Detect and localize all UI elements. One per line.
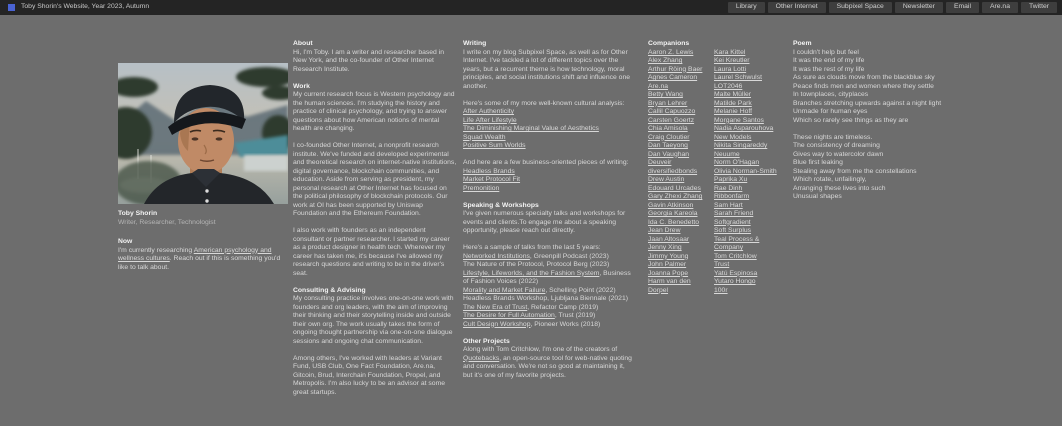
companion-link[interactable]: Carsten Goertz	[648, 116, 695, 124]
companion-link[interactable]: Soft Surplus	[714, 227, 752, 234]
companion-link[interactable]: Trust	[714, 261, 730, 268]
companion-link[interactable]: diversifiedbonds	[648, 167, 698, 175]
poem-line: Peace finds men and women where they settle	[793, 82, 934, 90]
companion-link[interactable]: Kara Kittel	[714, 48, 746, 56]
poem-line: These nights are timeless.	[793, 133, 873, 141]
companion-link[interactable]: Callil Capuozzo	[648, 108, 696, 115]
companion-link[interactable]: Gavin Atkinson	[648, 201, 694, 209]
companion-link[interactable]: Ribbonfarm	[714, 193, 750, 200]
companion-link[interactable]: Nikita Singareddy	[714, 142, 768, 149]
about-heading: About	[293, 40, 313, 47]
writing-link[interactable]: Market Protocol Fit	[463, 176, 521, 183]
companion-link[interactable]: Laura Lotti	[714, 65, 747, 73]
topbar-nav-button[interactable]: Twitter	[1021, 2, 1057, 14]
companion-link[interactable]: Neuume	[714, 150, 740, 158]
other-projects-heading: Other Projects	[463, 337, 510, 345]
talk-venue: , Greenpill Podcast (2023)	[529, 252, 609, 260]
topbar-nav-button[interactable]: Newsletter	[895, 2, 943, 14]
topbar-nav	[728, 2, 1057, 14]
companion-link[interactable]: LOT2046	[714, 82, 743, 90]
companion-link[interactable]: Laurel Schwulst	[714, 74, 762, 81]
companions-heading: Companions	[648, 40, 690, 47]
writing-link[interactable]: Premonition	[463, 184, 500, 192]
topbar-nav-button[interactable]: Other Internet	[768, 2, 826, 14]
companion-link[interactable]: Arthur Röing Baer	[648, 65, 703, 73]
consulting-paragraph: My consulting practice involves one-on-one work with founders and org leaders, with the aim of improving their thinking and their storytelling inside and outside their own org. The work usually takes the form of ongoing thought partnership via one-on-one dialogue sessions and ongoing chat communication.	[293, 295, 454, 345]
work-heading: Work	[293, 82, 310, 90]
work-paragraph: My current research focus is Western psychology and the human sciences. I'm studying the history and practice of clinical psychology, and trying to answer questions about how American notions of mental health are changing.	[293, 91, 455, 132]
companion-link[interactable]: Bryan Lehrer	[648, 99, 688, 107]
talk-title: Headless Brands Workshop	[463, 295, 548, 302]
profile-name: Toby Shorin	[118, 210, 158, 217]
consulting-paragraph: Among others, I've worked with leaders at Variant Fund, USB Club, One Fact Foundation, Are.na, Gitcoin, Brud, Interchain Foundation, Propel, and Metropolis. I'm also lucky to be an advisor at some great startups.	[293, 354, 446, 396]
companion-link[interactable]: Nadia Asparouhova	[714, 125, 774, 132]
poem-line: The consistency of dreaming	[793, 142, 880, 149]
talk-title[interactable]: The New Era of Trust	[463, 303, 528, 311]
companion-link[interactable]: Joanna Pope	[648, 269, 689, 277]
companion-link[interactable]: Deuveir	[648, 159, 672, 166]
profile-photo	[118, 63, 288, 204]
business-lead: And here are a few business-oriented pieces of writing:	[463, 159, 629, 166]
companion-link[interactable]: Aaron Z. Lewis	[648, 48, 694, 56]
writing-column	[463, 40, 633, 380]
writing-link[interactable]: Squad Wealth	[463, 133, 506, 141]
topbar-nav-button[interactable]: Library	[728, 2, 765, 14]
talk-title[interactable]: Networked Institutions	[463, 252, 530, 260]
main-content	[0, 15, 1062, 406]
talk-venue: , Ljubljana Biennale (2021)	[547, 295, 628, 302]
companion-link[interactable]: Paprika Xu	[714, 176, 748, 183]
writing-link[interactable]: Life After Lifestyle	[463, 116, 517, 124]
writing-link[interactable]: The Diminishing Marginal Value of Aesthetics	[463, 125, 599, 132]
companion-link[interactable]: Gary Zhexi Zhang	[648, 193, 703, 200]
companion-link[interactable]: Tom Critchlow	[714, 252, 757, 260]
talk-item	[463, 253, 633, 262]
companion-link[interactable]: John Palmer	[648, 261, 687, 268]
companion-link[interactable]: Jenny Xing	[648, 244, 682, 251]
site-title: Toby Shorin's Website, Year 2023, Autumn	[21, 3, 150, 11]
companion-link[interactable]: Dan Taeyong	[648, 142, 688, 149]
work-paragraph: I also work with founders as an independent consultant or partner researcher. I started my career as a product designer in health tech. Wherever my career has taken me, it's because I've allowed my research questions and writing to be in the driver's seat.	[293, 227, 450, 277]
talk-title[interactable]: Lifestyle, Lifeworlds, and the Fashion System	[463, 269, 600, 277]
topbar-nav-button[interactable]: Subpixel Space	[829, 2, 892, 14]
speaking-heading: Speaking & Workshops	[463, 201, 539, 209]
companion-link[interactable]: Are.na	[648, 82, 669, 90]
about-text: Hi, I'm Toby. I am a writer and researcher based in New York, and the co-founder of Other Internet Research Institute.	[293, 48, 445, 73]
talk-title[interactable]: The Desire for Full Automation	[463, 312, 555, 319]
talk-title[interactable]: Morality and Market Failure	[463, 286, 546, 294]
topbar-nav-button[interactable]: Email	[946, 2, 979, 14]
poem-line: Which so rarely see things as they are	[793, 116, 909, 124]
companion-link[interactable]: Malte Müller	[714, 91, 752, 98]
companion-link[interactable]: Jaan Altosaar	[648, 235, 690, 243]
talk-venue: , Trust (2019)	[554, 312, 596, 319]
cultural-links	[463, 108, 633, 151]
inline-link[interactable]: American psychology and wellness cultures	[118, 246, 272, 262]
writing-heading: Writing	[463, 40, 487, 47]
now-text: I'm currently researching American psychology and wellness cultures. Reach out if this is something you'd like to talk about.	[118, 246, 281, 271]
about-column	[293, 40, 458, 406]
talk-title[interactable]: Cult Design Workshop	[463, 320, 531, 328]
business-links	[463, 168, 633, 194]
companion-link[interactable]: Craig Cloutier	[648, 133, 690, 141]
talk-item	[463, 321, 633, 330]
poem-line: Unusual shapes	[793, 193, 842, 200]
talk-item	[463, 312, 633, 321]
companion-link[interactable]: Sam Hart	[714, 201, 743, 209]
companion-link[interactable]: Jimmy Young	[648, 252, 689, 260]
companion-link[interactable]: Melanie Hoff	[714, 108, 753, 115]
site-favicon-icon	[8, 4, 15, 11]
work-paragraphs	[293, 91, 458, 278]
companion-link[interactable]: Alex Zhang	[648, 57, 683, 64]
talk-item	[463, 304, 633, 313]
companion-link[interactable]: New Models	[714, 133, 752, 141]
poem-line: I couldn't help but feel	[793, 48, 859, 56]
companions-list-1	[648, 49, 708, 296]
companion-link[interactable]: Kei Kreutler	[714, 57, 750, 64]
consulting-paragraphs	[293, 295, 458, 397]
talk-item	[463, 261, 633, 270]
talks-lead: Here's a sample of talks from the last 5 years:	[463, 244, 601, 251]
companion-link[interactable]: Jean Drew	[648, 227, 681, 234]
poem-line: In townplaces, cityplaces	[793, 91, 869, 98]
companion-link[interactable]: Yutaro Hongo	[714, 278, 756, 285]
speaking-intro: I've given numerous specialty talks and workshops for events and clients.To engage me about a speaking opportunity, please reach out directly.	[463, 210, 626, 234]
profile-column	[118, 63, 288, 272]
talk-item	[463, 270, 633, 287]
poem-heading: Poem	[793, 40, 812, 47]
talk-venue: , Pioneer Works (2018)	[530, 320, 601, 328]
companion-link[interactable]: Ida C. Benedetto	[648, 218, 700, 226]
portrait-illustration	[118, 63, 288, 204]
writing-link[interactable]: After Authenticity	[463, 108, 515, 115]
poem-stanza-2	[793, 134, 943, 202]
consulting-heading: Consulting & Advising	[293, 286, 366, 294]
cultural-lead: Here's some of my more well-known cultural analysis:	[463, 99, 625, 107]
poem-line: It was the rest of my life	[793, 65, 865, 73]
talk-item	[463, 295, 633, 304]
talk-venue: , Schelling Point (2022)	[545, 286, 616, 294]
companions-list-2	[714, 49, 784, 296]
talk-venue: , Business of Fashion Voices (2022)	[463, 269, 631, 285]
topbar-nav-button[interactable]: Are.na	[982, 2, 1018, 14]
companion-link[interactable]: Morgane Santos	[714, 116, 764, 124]
talk-item	[463, 287, 633, 296]
talk-venue: , Protocol Berg (2023)	[542, 261, 610, 268]
companion-link[interactable]: Teal Process & Company	[714, 235, 760, 251]
companion-link[interactable]: Edouard Urcades	[648, 184, 701, 192]
companion-link[interactable]: Olivia Norman-Smith	[714, 167, 777, 175]
companion-link[interactable]: Dan Vaughan	[648, 150, 690, 158]
poem-line: It was the end of my life	[793, 57, 865, 64]
companion-link[interactable]: Matilde Park	[714, 99, 752, 107]
writing-link[interactable]: Headless Brands	[463, 167, 515, 175]
talk-venue: , Refactor Camp (2019)	[527, 303, 599, 311]
companion-link[interactable]: Norm O'Hagan	[714, 159, 760, 166]
poem-line: Which rotate, unfailingly,	[793, 176, 867, 183]
poem-line: As sure as clouds move from the blackblue sky	[793, 74, 935, 81]
talk-title: The Nature of the Protocol	[463, 261, 543, 268]
companion-link[interactable]: 100r	[714, 286, 728, 294]
companions-lists	[648, 49, 784, 296]
companion-link[interactable]: Georgia Kareola	[648, 210, 698, 217]
companion-link[interactable]: Harm van den Dorpel	[648, 278, 691, 294]
companion-link[interactable]: Yatú Espinosa	[714, 269, 758, 277]
writing-link[interactable]: Positive Sum Worlds	[463, 142, 526, 149]
companion-link[interactable]: Rae Dinh	[714, 184, 743, 192]
poem-line: Stealing away from me the constellations	[793, 167, 917, 175]
poem-line: Arranging these lives into such	[793, 184, 886, 192]
poem-line: Gives way to watercolor dawn	[793, 150, 884, 158]
companion-link[interactable]: Betty Wang	[648, 91, 683, 98]
companion-link[interactable]: Softgradient	[714, 218, 751, 226]
topbar	[0, 0, 1062, 15]
companion-link[interactable]: Chia Amisola	[648, 125, 688, 132]
inline-link[interactable]: Quotebacks	[463, 354, 500, 362]
writing-intro: I write on my blog Subpixel Space, as well as for Other Internet. I've tackled a lot of different topics over the years, but a recurrent theme is how technology, moral principles, and social institutions shift and influence one another.	[463, 48, 631, 90]
now-heading: Now	[118, 238, 133, 245]
poem-line: Blue first leaking	[793, 159, 843, 166]
companion-link[interactable]: Sarah Friend	[714, 210, 754, 217]
profile-role: Writer, Researcher, Technologist	[118, 218, 216, 226]
poem-column	[793, 40, 943, 202]
companion-link[interactable]: Agnes Cameron	[648, 74, 698, 81]
companions-column	[648, 40, 784, 295]
poem-line: Unmade for human eyes	[793, 108, 868, 115]
work-paragraph: I co-founded Other Internet, a nonprofit research institute. We've funded and developed experimental and theoretical research on internet-native institutions, digital governance, blockchain communities, and education. Aside from serving as president, my personal research at Other Internet has focused on the political philosophy of blockchain protocols. Our work at OI has been supported by Uniswap Foundation and the Ethereum Foundation.	[293, 142, 457, 217]
poem-line: Branches stretching upwards against a night light	[793, 99, 942, 107]
other-projects-text: Along with Tom Critchlow, I'm one of the creators of Quotebacks, an open-source tool for web-native quoting and conversation. We're not so good at maintaining it, but it's one of my favorite projects.	[463, 346, 632, 379]
poem-stanza-1	[793, 49, 943, 126]
companion-link[interactable]: Drew Austin	[648, 176, 685, 183]
talks-list	[463, 253, 633, 330]
